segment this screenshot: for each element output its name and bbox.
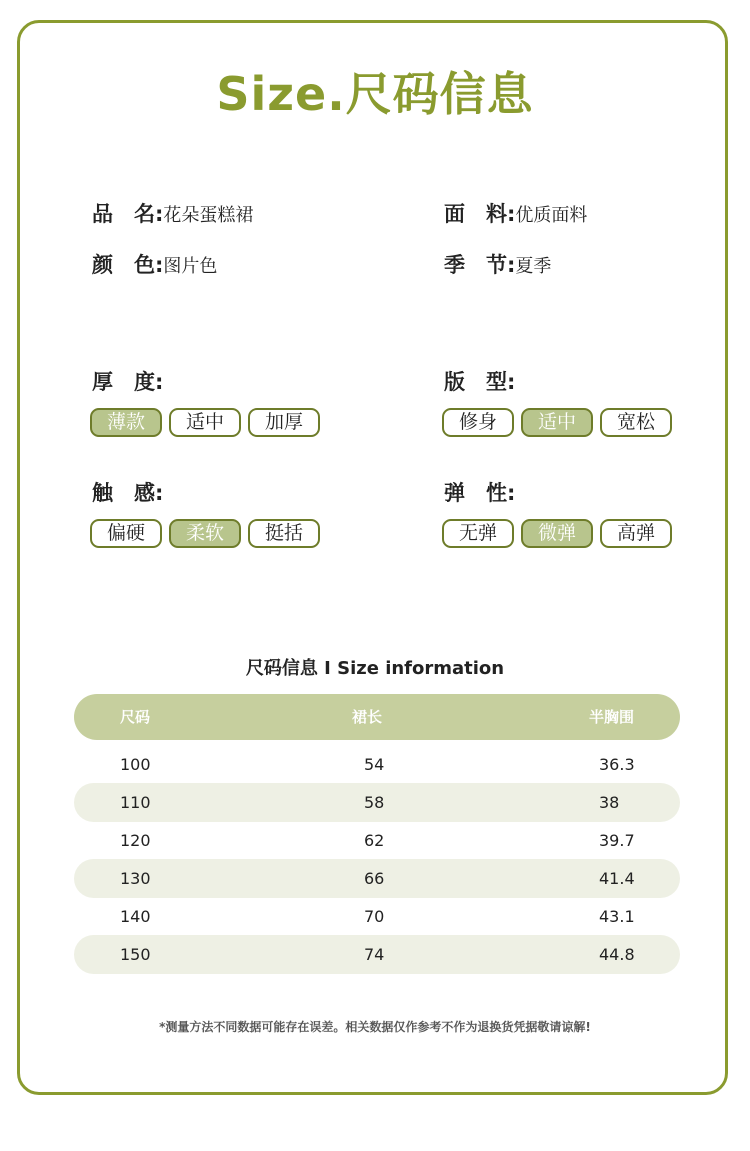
info-name-value: 花朵蛋糕裙 (163, 205, 254, 226)
fit-option: 宽松 (600, 408, 672, 437)
size-table-header (74, 694, 680, 740)
cell-length: 70 (364, 907, 385, 926)
cell-length: 62 (364, 831, 385, 850)
elasticity-option: 无弹 (442, 519, 514, 548)
info-name (92, 198, 253, 228)
fit-option: 适中 (521, 408, 593, 437)
thickness-option: 加厚 (248, 408, 320, 437)
info-fabric (444, 198, 587, 228)
info-season-key: 季 节: (444, 253, 516, 277)
touch-label: 触 感: (92, 481, 164, 505)
thickness-option: 适中 (169, 408, 241, 437)
fit-options (442, 408, 672, 437)
touch-option: 偏硬 (90, 519, 162, 548)
info-color (92, 249, 217, 279)
thickness-label: 厚 度: (92, 370, 164, 394)
cell-length: 74 (364, 945, 385, 964)
cell-size: 140 (120, 907, 151, 926)
elasticity-label: 弹 性: (444, 481, 516, 505)
header-length: 裙长 (352, 708, 383, 726)
cell-size: 100 (120, 755, 151, 774)
cell-bust: 41.4 (599, 869, 635, 888)
cell-bust: 39.7 (599, 831, 635, 850)
thickness-option: 薄款 (90, 408, 162, 437)
cell-length: 58 (364, 793, 385, 812)
info-color-key: 颜 色: (92, 253, 164, 277)
cell-bust: 43.1 (599, 907, 635, 926)
info-name-key: 品 名: (92, 202, 164, 226)
fit-label: 版 型: (444, 370, 516, 394)
info-season (444, 249, 551, 279)
info-color-value: 图片色 (163, 256, 218, 277)
cell-size: 150 (120, 945, 151, 964)
touch-option: 挺括 (248, 519, 320, 548)
thickness-options (90, 408, 320, 437)
table-row (74, 783, 680, 822)
info-fabric-key: 面 料: (444, 202, 516, 226)
disclaimer-note: *测量方法不同数据可能存在误差。相关数据仅作参考不作为退换货凭据敬请谅解! (159, 1020, 591, 1034)
cell-bust: 36.3 (599, 755, 635, 774)
table-row (74, 897, 680, 936)
header-size: 尺码 (120, 708, 151, 726)
cell-size: 130 (120, 869, 151, 888)
cell-size: 110 (120, 793, 151, 812)
elasticity-options (442, 519, 672, 548)
page-title: Size.尺码信息 (216, 67, 534, 121)
cell-size: 120 (120, 831, 151, 850)
elasticity-option: 微弹 (521, 519, 593, 548)
touch-option: 柔软 (169, 519, 241, 548)
cell-length: 54 (364, 755, 385, 774)
table-row (74, 935, 680, 974)
fit-option: 修身 (442, 408, 514, 437)
header-bust: 半胸围 (589, 708, 635, 726)
info-fabric-value: 优质面料 (515, 205, 588, 226)
cell-bust: 38 (599, 793, 620, 812)
table-row (74, 821, 680, 860)
cell-length: 66 (364, 869, 385, 888)
table-row (74, 859, 680, 898)
table-row (74, 745, 680, 784)
size-table-title: 尺码信息 I Size information (245, 658, 505, 679)
cell-bust: 44.8 (599, 945, 635, 964)
info-season-value: 夏季 (515, 256, 552, 277)
elasticity-option: 高弹 (600, 519, 672, 548)
touch-options (90, 519, 320, 548)
